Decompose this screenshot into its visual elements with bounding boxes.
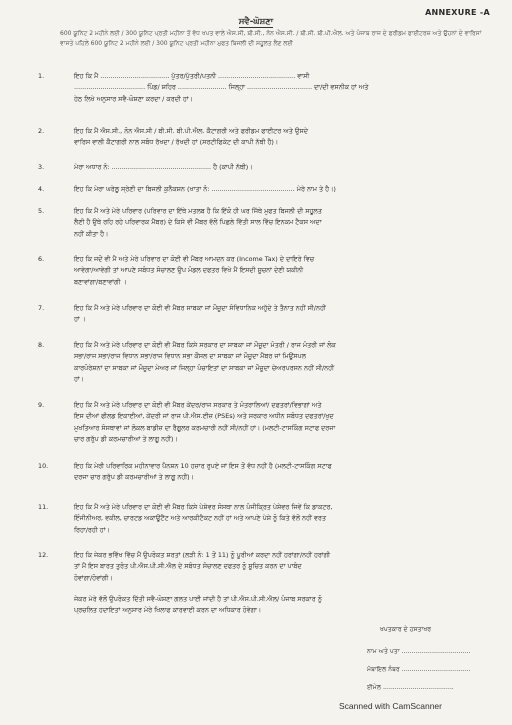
closing-line: ਜੇਕਰ ਮੇਰੇ ਵੱਲੋਂ ਉਪਰੋਕਤ ਦਿੱਤੀ ਸਵੈ-ਘੋਸ਼ਣਾ ਗਲਤ ਪਾਈ ਜਾਂਦੀ ਹੈ ਤਾਂ ਪੀ.ਐਸ.ਪੀ.ਸੀ.ਐਲ/ ਪੰਜਾਬ ਸਰਕਾਰ ਨੂੰ: [74, 595, 322, 603]
item-line: ਇਸ ਦੀਆਂ ਫੀਲਡ ਇਕਾਈਆਂ, ਕੇਂਦਰੀ ਜਾਂ ਰਾਜ ਪੀ.ਐਸ.ਈਜ਼ (PSEs) ਅਤੇ ਸਰਕਾਰ ਅਧੀਨ ਸਬੰਧਤ ਦਫਤਰਾਂ/ਖੁਦ: [74, 412, 334, 421]
signature-mobile-field: ਮੋਬਾਇਲ ਨੰਬਰ ...................................: [367, 666, 471, 673]
item-number: 2.: [38, 127, 45, 135]
annexure-label: ANNEXURE -A: [425, 8, 490, 17]
item-text: [74, 184, 490, 195]
item-text: [74, 162, 490, 173]
item-line: ਇੰਜੀਨੀਅਰ, ਵਕੀਲ, ਚਾਰਟਡ ਅਕਾਊਂਟੈਂਟ ਅਤੇ ਆਰਕੀਟੈਕਟ ਨਹੀਂ ਹਾਂ ਅਤੇ ਆਪਣੇ ਪੇਸ਼ੇ ਨੂੰ ਕਿਤੇ ਵੱਲੋਂ ਨਹੀਂ ਵਰਤ: [74, 514, 326, 523]
item-line: ਦਰਜਾ ਚਾਰ ਗਰੁੱਪ ਡੀ ਕਰਮਚਾਰੀਆਂ ਤੇ ਲਾਗੂ ਨਹੀਂ)।: [74, 473, 194, 482]
item-line: ਮੁਖਤਿਆਰ ਸੰਸਥਾਵਾਂ ਜਾਂ ਲੋਕਲ ਬਾਡੀਜ਼ ਦਾ ਰੈਗੂਲਰ ਕਰਮਚਾਰੀ ਨਹੀਂ ਸੀ/ਨਹੀਂ ਹਾਂ। (ਮਲਟੀ-ਟਾਸਕਿੰਗ ਸਟਾਫ ਦਰਜਾ: [74, 423, 336, 432]
item-number: 7.: [38, 304, 45, 312]
item-line: ਇਹ ਕਿ ਮੈਂ ਐਸ.ਸੀ., ਨੋਨ ਐਸ.ਸੀ / ਬੀ.ਸੀ. ਬੀ.ਪੀ.ਐਲ. ਕੈਟਾਗਰੀ ਅਤੇ ਫਰੀਡਮ ਫਾਈਟਰ ਅਤੇ ਉਸਦੇ: [74, 127, 308, 135]
intro-paragraph: 600 ਯੂਨਿਟ 2 ਮਹੀਨੇ ਲਈ / 300 ਯੂਨਿਟ ਪ੍ਰਤੀ ਮਹੀਨਾ ਤੋਂ ਵੱਧ ਖਪਤ ਵਾਲੇ ਐਸ.ਸੀ, ਬੀ.ਸੀ., ਨੋਨ ਐਸ.ਸੀ. / ਬੀ.ਸੀ. ਬੀ.ਪੀ.ਐਲ. ਅਤੇ ਪੰਜਾਬ ਰਾਜ ਦੇ ਫਰੀਡਮ ਫਾਈਟਰਜ਼ ਅਤੇ ਉਹਨਾਂ ਦੇ ਵਾਰਿਸਾਂ ਵਾਸਤੇ ਪਹਿਲੇ 600 ਯੂਨਿਟ 2 ਮਹੀਨੇ ਲਈ / 300 ਯੂਨਿਟ ਪ੍ਰਤੀ ਮਹੀਨਾ ਮੁਫਤ ਬਿਜਲੀ ਦੀ ਸਹੂਲਤ ਲੈਣ ਲਈ: [60, 30, 482, 47]
item-number: 4.: [38, 185, 45, 193]
item-line: ਤਾਂ ਮੈਂ ਇਸ ਬਾਰਤ ਤੁਰੰਤ ਪੀ.ਐਸ.ਪੀ.ਸੀ.ਐਲ ਦੇ ਸਬੰਧਤ ਸੰਚਾਲਣ ਦਫਤਰ ਨੂੰ ਸੂਚਿਤ ਕਰਨ ਦਾ ਪਾਬੰਦ: [74, 562, 302, 571]
item-line: ਇਹ ਕਿ ਜੇਕਰ ਭਵਿੱਖ ਵਿੱਚ ਮੈਂ ਉਪਰੋਕਤ ਸ਼ਰਤਾਂ (ਲੜੀ ਨੰ: 1 ਤੋਂ 11) ਨੂੰ ਪੂਰੀਆਂ ਕਰਦਾ ਨਹੀਂ ਹਰਾਂਗਾ/ਨਹੀਂ ਹਰਾਂਗੀ: [74, 551, 331, 559]
item-line: ਇਹ ਕਿ ਮੈਂ ਅਤੇ ਮੇਰੇ ਪਰਿਵਾਰ ਦਾ ਕੋਈ ਵੀ ਮੈਂਬਰ ਕੇਂਦਰ/ਰਾਜ ਸਰਕਾਰ ਤੇ ਮੰਤਰਾਲਿਆਂ/ ਦਫਤਰਾਂ/ਵਿਭਾਗਾਂ ਅਤੇ: [74, 401, 322, 409]
closing-line: ਪ੍ਰਚਲਿਤ ਹਦਾਇਤਾਂ ਅਨੁਸਾਰ ਮੇਰੇ ਖਿਲਾਫ ਕਾਰਵਾਈ ਕਰਨ ਦਾ ਅਧਿਕਾਰ ਹੋਵੇਗਾ।: [74, 606, 262, 615]
item-line: ਇਹ ਕਿ ਮੈਂ ਅਤੇ ਮੇਰੇ ਪਰਿਵਾਰ (ਪਰਿਵਾਰ ਦਾ ਇੱਥੇ ਮਤਲਬ ਹੈ ਕਿ ਇੱਕੋ ਹੀ ਘਰ ਜਿੱਥੇ ਮੁਫਤ ਬਿਜਲੀ ਦੀ ਸਹੂਲਤ: [74, 207, 322, 215]
item-line: ਇਹ ਕਿ ਮੈਂ ਅਤੇ ਮੇਰੇ ਪਰਿਵਾਰ ਦਾ ਕੋਈ ਵੀ ਮੈਂਬਰ ਸਾਬਕਾ ਜਾਂ ਮੌਜੂਦਾ ਸੰਵਿਧਾਨਿਕ ਅਹੁੱਦੇ ਤੇ ਤੈਨਾਤ ਨਹੀਂ ਸੀ/ਨਹੀਂ: [74, 304, 326, 312]
signature-email-field: ਈਮੇਲ ....................................: [367, 684, 454, 691]
item-line: ਕਾਰਪੋਰੇਸ਼ਨਾਂ ਦਾ ਸਾਬਕਾ ਜਾਂ ਮੌਜੂਦਾ ਮੇਅਰ ਜਾਂ ਜਿਲ੍ਹਾ ਪੰਚਾਇਤਾਂ ਦਾ ਸਾਬਕਾ ਜਾਂ ਮੌਜੂਦਾ ਚੇਅਰਪਰਸਨ ਨਹੀਂ ਸੀ/ਨਹੀਂ: [74, 363, 335, 372]
item-number: 10.: [38, 462, 49, 470]
item-line: ਚਾਰ ਗਰੁੱਪ ਡੀ ਕਰਮਚਾਰੀਆਂ ਤੇ ਲਾਗੂ ਨਹੀਂ)।: [74, 435, 178, 444]
item-number: 12.: [38, 551, 49, 559]
item-number: 5.: [38, 207, 45, 215]
item-line: ਮੇਰਾ ਅਧਾਰ ਨੰ: ................................................. ਹੈ (ਕਾਪੀ ਨੱਥੀ)।: [74, 163, 253, 171]
item-line: ਇਹ ਕਿ ਮੈਂ ਅਤੇ ਮੇਰੇ ਪਰਿਵਾਰ ਦਾ ਕੋਈ ਵੀ ਮੈਂਬਰ ਕਿਸੇ ਸਰਕਾਰ ਦਾ ਸਾਬਕਾ ਜਾਂ ਮੌਜੂਦਾ ਮੰਤਰੀ / ਰਾਜ ਮੰਤਰੀ ਜਾਂ ਲੋਕ: [74, 341, 336, 349]
item-line: ਹਾਂ ।: [74, 315, 87, 324]
signature-name-field: ਨਾਮ ਅਤੇ ਪਤਾ ...................................: [367, 648, 471, 655]
item-text: [74, 71, 490, 105]
scanner-watermark: Scanned with CamScanner: [338, 701, 442, 711]
item-line: ਇਹ ਕਿ ਮੇਰਾ ਘਰੇਲੂ ਸ੍ਰੇਣੀ ਦਾ ਬਿਜਲੀ ਕੁਨੈਕਸ਼ਨ (ਖਾਤਾ ਨੰ: ......................................... ਮੇਰੇ ਨਾਮ ਤੇ ਹੈ।): [74, 185, 336, 193]
item-text: [74, 461, 490, 484]
item-text: [74, 550, 490, 584]
item-number: 9.: [38, 401, 45, 409]
item-line: ਹੇਠ ਲਿਖੇ ਅਨੁਸਾਰ ਸਵੈ-ਘੋਸ਼ਣਾ ਕਰਦਾ / ਕਰਦੀ ਹਾਂ।: [74, 94, 193, 103]
item-line: ਨਹੀਂ ਕੀਤਾ ਹੈ।: [74, 229, 109, 238]
item-number: 6.: [38, 255, 45, 263]
item-line: ਵਾਰਿਸ ਵਾਲੀ ਕੈਟਾਗਰੀ ਨਾਲ ਸਬੰਧ ਰੱਖਦਾ / ਰੱਖਦੀ ਹਾਂ (ਸਰਟੀਫਿਕੇਟ ਦੀ ਕਾਪੀ ਨੱਥੀ ਹੈ)।: [74, 138, 279, 147]
item-line: ਆਵੇਗਾ/ਆਵੇਗੀ ਤਾਂ ਆਪਣੇ ਸਬੰਧਤ ਸੰਚਾਲਣ ਉਪ ਮੰਡਲ ਦਫਤਰ ਵਿਖੇ ਮੈਂ ਇਸਦੀ ਸੂਚਨਾਂ ਦੇਣੀ ਯਕੀਨੀ: [74, 266, 304, 275]
item-text: [74, 254, 490, 288]
item-line: ਹਾਂ।: [74, 375, 85, 384]
item-text: [74, 303, 490, 326]
item-text: [74, 340, 490, 386]
item-line: ਬਣਾਵਾਂਗਾ/ਬਣਾਵਾਂਗੀ ।: [74, 277, 127, 286]
item-text: [74, 206, 490, 240]
signature-title: ਖਪਤਕਾਰ ਦੇ ਹਸਤਾਖਰ: [380, 626, 432, 633]
item-line: ਲੈਣੀ ਹੈ ਉਥੇ ਰਹਿ ਰਹੇ ਪਰਿਵਾਰਕ ਮੈਂਬਰ) ਦੇ ਕਿਸੇ ਵੀ ਮੈਂਬਰ ਵੱਲੋਂ ਪਿਛਲੇ ਵਿੱਤੀ ਸਾਲ ਵਿੱਚ ਇਨਕਮ ਟੈਕਸ ਅਦਾ: [74, 218, 322, 227]
item-number: 11.: [38, 503, 49, 511]
item-line: ਸਭਾ/ਰਾਜ ਸਭਾ/ਰਾਜ ਵਿਧਾਨ ਸਭਾ/ਰਾਜ ਵਿਧਾਨ ਸਭਾ ਕੌਂਸਲ ਦਾ ਸਾਬਕਾ ਜਾਂ ਮੌਜੂਦਾ ਮੈਂਬਰ ਜਾਂ ਮਿਊਂਸਪਲ: [74, 352, 306, 361]
item-text: [74, 126, 490, 149]
document-title: ਸਵੈ-ਘੋਸ਼ਣਾ: [238, 17, 274, 27]
item-text: [74, 400, 490, 446]
item-line: ਰਿਹਾ/ਰਹੀ ਹਾਂ।: [74, 525, 110, 534]
item-line: ਇਹ ਕਿ ਮੈਂ .................................. ਪੁੱਤਰ/ਪੁੱਤਰੀ/ਪਤਨੀ ...................................... ਵਾਸੀ: [74, 72, 310, 80]
item-line: ਇਹ ਕਿ ਜਦੋਂ ਵੀ ਮੈਂ ਅਤੇ ਮੇਰੇ ਪਰਿਵਾਰ ਦਾ ਕੋਈ ਵੀ ਮੈਂਬਰ ਆਮਦਨ ਕਰ (Income Tax) ਦੇ ਦਾਇਰੇ ਵਿਚ: [74, 255, 315, 263]
item-text: [74, 502, 490, 536]
closing-paragraph: [74, 594, 490, 617]
item-line: ਇਹ ਕਿ ਮੈਂ ਅਤੇ ਮੇਰੇ ਪਰਿਵਾਰ ਦਾ ਕੋਈ ਵੀ ਮੈਂਬਰ ਕਿਸੇ ਪੇਸ਼ੇਵਰ ਸੰਸਥਾ ਨਾਲ ਪੰਜੀਕ੍ਰਿਤ ਪੇਸ਼ੇਵਰ ਜਿਵੇਂ ਕਿ ਡਾਕਟਰ,: [74, 503, 333, 511]
item-number: 1.: [38, 72, 45, 80]
item-number: 8.: [38, 341, 45, 349]
item-line: ਇਹ ਕਿ ਮੇਰੀ ਪਰਿਵਾਰਿਕ ਮਹੀਨਾਵਾਰ ਪੈਨਸ਼ਨ 10 ਹਜ਼ਾਰ ਰੁਪਏ ਜਾਂ ਇਸ ਤੋਂ ਵੱਧ ਨਹੀਂ ਹੈ (ਮਲਟੀ-ਟਾਸਕਿੰਗ ਸਟਾਫ: [74, 462, 332, 470]
item-line: ਹੋਵਾਂਗਾ/ਹੋਵਾਂਗੀ।: [74, 573, 113, 582]
item-number: 3.: [38, 163, 45, 171]
item-line: ................................... ਪਿੰਡ/ ਸ਼ਹਿਰ ........................ ਜਿਲ੍ਹਾ ................................ ਦਾ/ਦੀ ਵਸਨੀਕ ਹਾਂ ਅਤੇ: [74, 83, 369, 92]
